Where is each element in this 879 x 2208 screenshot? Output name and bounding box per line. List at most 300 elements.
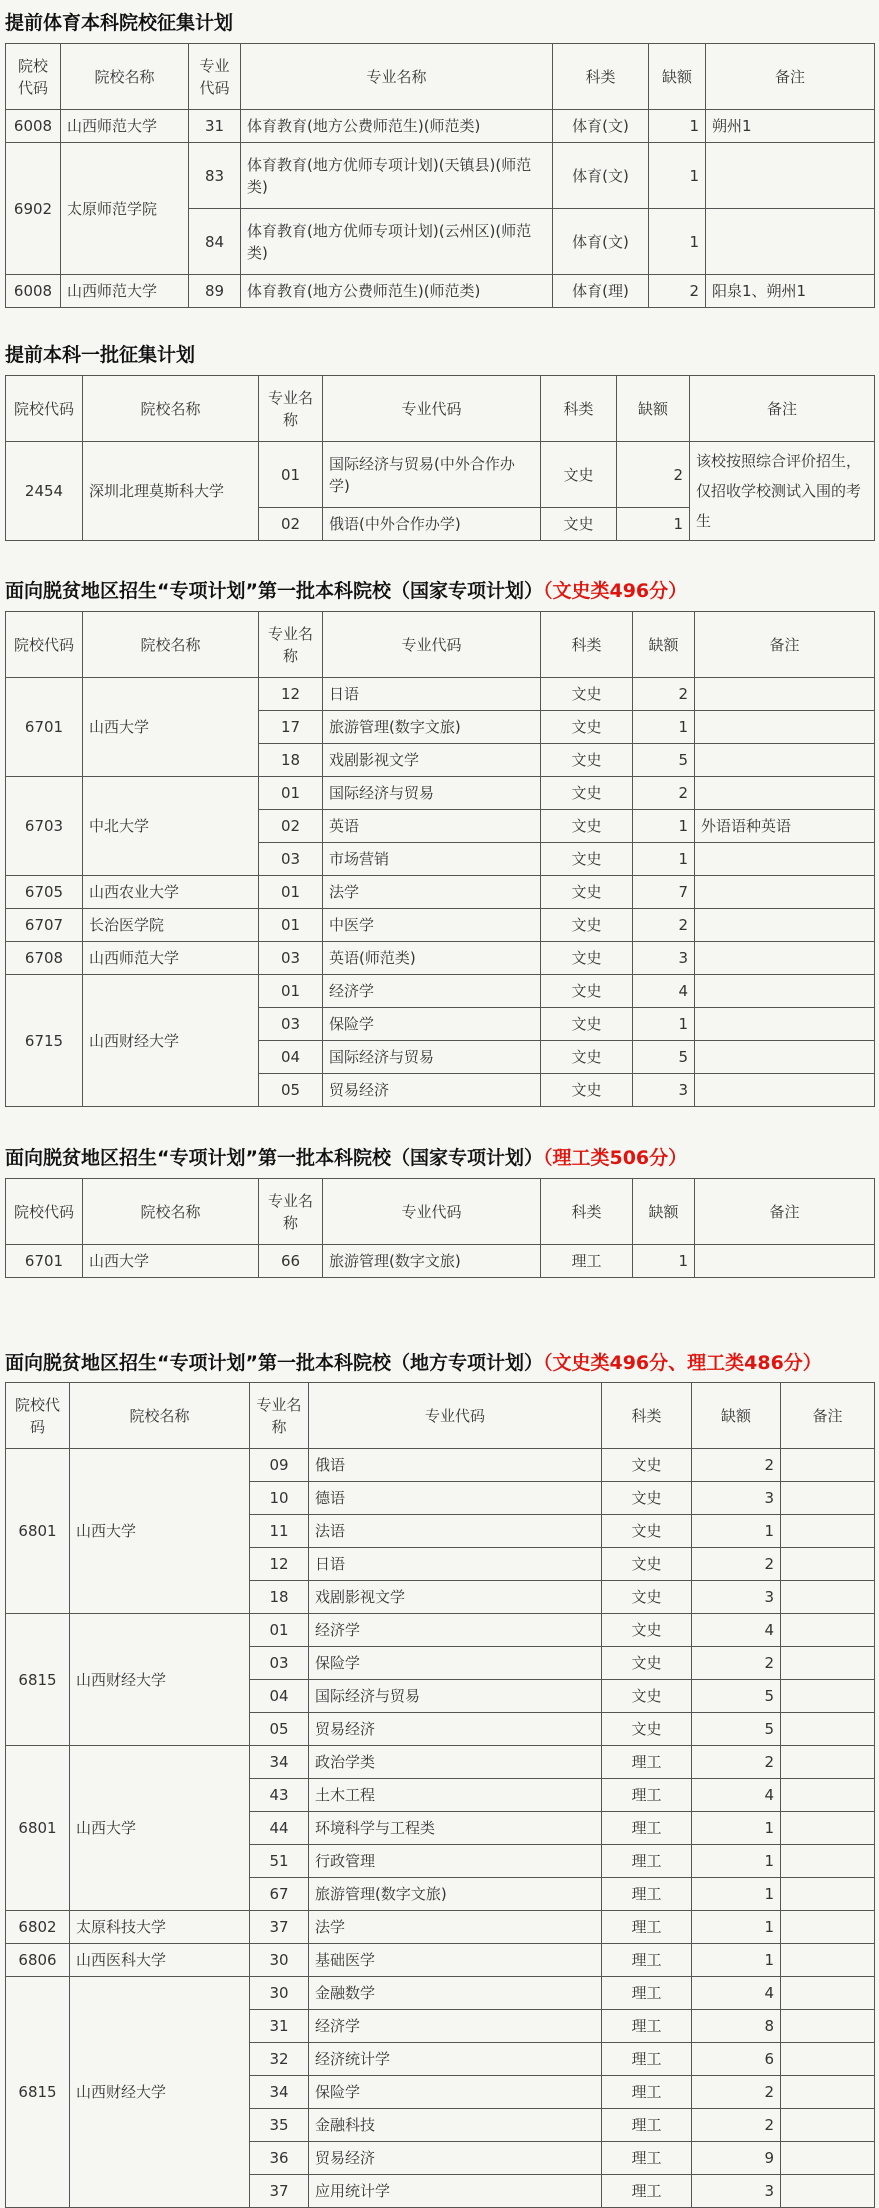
note xyxy=(695,909,875,942)
note xyxy=(781,2010,875,2043)
category: 文史 xyxy=(541,1008,633,1041)
note xyxy=(781,1614,875,1647)
category: 文史 xyxy=(541,810,633,843)
local-special-table xyxy=(5,1382,875,2208)
header-school-name: 院校名称 xyxy=(70,1383,250,1449)
major-name: 贸易经济 xyxy=(309,2142,602,2175)
major-code: 03 xyxy=(259,843,323,876)
school-code: 6801 xyxy=(6,1449,70,1614)
section-title xyxy=(5,576,874,606)
vacancy: 1 xyxy=(633,1008,695,1041)
title-score: （理工类506分） xyxy=(542,1147,688,1169)
category: 理工 xyxy=(602,1977,692,2010)
title-main: 面向脱贫地区招生“专项计划”第一批本科院校（国家专项计划） xyxy=(5,580,543,602)
table-row xyxy=(6,1977,875,2010)
major-code: 31 xyxy=(250,2010,309,2043)
table-header-row xyxy=(6,44,875,110)
major-name: 法学 xyxy=(323,876,541,909)
header-major-code: 专业代码 xyxy=(309,1383,602,1449)
table-row xyxy=(6,1944,875,1977)
category: 文史 xyxy=(602,1647,692,1680)
major-code: 32 xyxy=(250,2043,309,2076)
note xyxy=(781,1779,875,1812)
table-row xyxy=(6,975,875,1008)
note xyxy=(781,2109,875,2142)
vacancy: 1 xyxy=(633,711,695,744)
header-vacancy: 缺额 xyxy=(633,1179,695,1245)
table-row xyxy=(6,110,875,143)
school-name: 深圳北理莫斯科大学 xyxy=(83,442,259,541)
vacancy: 1 xyxy=(692,1944,781,1977)
note xyxy=(695,942,875,975)
major-name: 土木工程 xyxy=(309,1779,602,1812)
major-code: 43 xyxy=(250,1779,309,1812)
category: 文史 xyxy=(602,1515,692,1548)
school-name: 山西财经大学 xyxy=(70,1614,250,1746)
section-title xyxy=(5,1143,874,1173)
major-name: 英语 xyxy=(323,810,541,843)
category: 理工 xyxy=(602,2175,692,2208)
header-major-name: 专业名称 xyxy=(259,612,323,678)
vacancy: 2 xyxy=(649,275,706,308)
table-row xyxy=(6,1245,875,1278)
vacancy: 9 xyxy=(692,2142,781,2175)
note xyxy=(695,1074,875,1107)
major-code: 01 xyxy=(259,876,323,909)
school-code: 6008 xyxy=(6,110,61,143)
category: 文史 xyxy=(602,1680,692,1713)
vacancy: 1 xyxy=(633,1245,695,1278)
major-name: 法学 xyxy=(309,1911,602,1944)
header-note: 备注 xyxy=(695,1179,875,1245)
major-name: 俄语(中外合作办学) xyxy=(323,508,541,541)
major-code: 66 xyxy=(259,1245,323,1278)
major-code: 11 xyxy=(250,1515,309,1548)
note: 该校按照综合评价招生，仅招收学校测试入围的考生 xyxy=(690,442,875,541)
major-name: 经济学 xyxy=(309,2010,602,2043)
major-code: 10 xyxy=(250,1482,309,1515)
school-name: 山西大学 xyxy=(83,678,259,777)
major-code: 35 xyxy=(250,2109,309,2142)
school-name: 山西财经大学 xyxy=(70,1977,250,2208)
header-category: 科类 xyxy=(602,1383,692,1449)
major-name: 保险学 xyxy=(309,2076,602,2109)
category: 理工 xyxy=(602,1812,692,1845)
category: 文史 xyxy=(541,942,633,975)
vacancy: 3 xyxy=(633,1074,695,1107)
title-score: （文史类496分、理工类486分） xyxy=(542,1352,822,1374)
note xyxy=(781,1845,875,1878)
major-name: 贸易经济 xyxy=(323,1074,541,1107)
major-name: 应用统计学 xyxy=(309,2175,602,2208)
title-main: 面向脱贫地区招生“专项计划”第一批本科院校（地方专项计划） xyxy=(5,1352,543,1374)
vacancy: 7 xyxy=(633,876,695,909)
major-code: 04 xyxy=(259,1041,323,1074)
category: 理工 xyxy=(602,1911,692,1944)
header-note: 备注 xyxy=(690,376,875,442)
note xyxy=(695,744,875,777)
vacancy: 4 xyxy=(692,1614,781,1647)
note: 外语语种英语 xyxy=(695,810,875,843)
header-school-name: 院校名称 xyxy=(83,1179,259,1245)
category: 体育(理) xyxy=(553,275,649,308)
category: 文史 xyxy=(602,1449,692,1482)
vacancy: 4 xyxy=(692,1779,781,1812)
category: 文史 xyxy=(541,1074,633,1107)
header-school-code: 院校代码 xyxy=(6,1179,83,1245)
table-row xyxy=(6,942,875,975)
major-name: 经济统计学 xyxy=(309,2043,602,2076)
category: 文史 xyxy=(541,843,633,876)
school-name: 太原科技大学 xyxy=(70,1911,250,1944)
note xyxy=(781,1977,875,2010)
category: 文史 xyxy=(541,909,633,942)
vacancy: 1 xyxy=(692,1911,781,1944)
vacancy: 1 xyxy=(692,1812,781,1845)
vacancy: 3 xyxy=(633,942,695,975)
note xyxy=(781,1878,875,1911)
major-name: 戏剧影视文学 xyxy=(309,1581,602,1614)
note xyxy=(781,2142,875,2175)
title-main: 面向脱贫地区招生“专项计划”第一批本科院校（国家专项计划） xyxy=(5,1147,543,1169)
header-school-name: 院校名称 xyxy=(83,376,259,442)
vacancy: 5 xyxy=(633,744,695,777)
note xyxy=(781,1647,875,1680)
vacancy: 1 xyxy=(633,843,695,876)
school-code: 6705 xyxy=(6,876,83,909)
note xyxy=(781,2043,875,2076)
vacancy: 1 xyxy=(617,508,690,541)
note xyxy=(781,1515,875,1548)
major-code: 30 xyxy=(250,1977,309,2010)
note xyxy=(781,1548,875,1581)
category: 文史 xyxy=(541,777,633,810)
header-category: 科类 xyxy=(553,44,649,110)
major-code: 17 xyxy=(259,711,323,744)
category: 文史 xyxy=(602,1482,692,1515)
category: 文史 xyxy=(541,744,633,777)
sports-plan-table xyxy=(5,43,875,308)
header-school-code: 院校代码 xyxy=(6,612,83,678)
header-major-code: 专业代码 xyxy=(323,1179,541,1245)
national-special-arts-table xyxy=(5,611,875,1107)
major-code: 34 xyxy=(250,1746,309,1779)
header-category: 科类 xyxy=(541,1179,633,1245)
vacancy: 4 xyxy=(633,975,695,1008)
note: 朔州1 xyxy=(706,110,875,143)
vacancy: 2 xyxy=(633,777,695,810)
major-name: 经济学 xyxy=(309,1614,602,1647)
category: 文史 xyxy=(541,508,617,541)
major-name: 中医学 xyxy=(323,909,541,942)
major-code: 01 xyxy=(250,1614,309,1647)
vacancy: 2 xyxy=(692,1647,781,1680)
section-national-special-arts xyxy=(5,576,874,1107)
header-school-name: 院校名称 xyxy=(83,612,259,678)
category: 文史 xyxy=(541,1041,633,1074)
table-header-row xyxy=(6,612,875,678)
category: 理工 xyxy=(602,1944,692,1977)
category: 文史 xyxy=(541,711,633,744)
header-school-code: 院校代码 xyxy=(6,1383,70,1449)
major-name: 旅游管理(数字文旅) xyxy=(323,1245,541,1278)
vacancy: 2 xyxy=(633,678,695,711)
vacancy: 2 xyxy=(633,909,695,942)
note xyxy=(695,1008,875,1041)
note xyxy=(781,1482,875,1515)
school-code: 6801 xyxy=(6,1746,70,1911)
major-code: 18 xyxy=(250,1581,309,1614)
major-name: 英语(师范类) xyxy=(323,942,541,975)
note xyxy=(695,843,875,876)
vacancy: 3 xyxy=(692,1581,781,1614)
note xyxy=(706,209,875,275)
table-row xyxy=(6,1911,875,1944)
major-name: 保险学 xyxy=(309,1647,602,1680)
major-code: 36 xyxy=(250,2142,309,2175)
note xyxy=(695,777,875,810)
major-code: 01 xyxy=(259,975,323,1008)
major-name: 国际经济与贸易 xyxy=(323,777,541,810)
header-major-name: 专业名称 xyxy=(259,376,323,442)
category: 理工 xyxy=(602,2010,692,2043)
school-name: 山西大学 xyxy=(70,1449,250,1614)
note xyxy=(781,2175,875,2208)
note xyxy=(706,143,875,209)
section-sports-plan xyxy=(5,8,874,308)
major-name: 戏剧影视文学 xyxy=(323,744,541,777)
major-code: 67 xyxy=(250,1878,309,1911)
major-name: 体育教育(地方优师专项计划)(云州区)(师范类) xyxy=(241,209,553,275)
major-name: 旅游管理(数字文旅) xyxy=(323,711,541,744)
header-vacancy: 缺额 xyxy=(617,376,690,442)
major-code: 01 xyxy=(259,909,323,942)
category: 理工 xyxy=(602,1779,692,1812)
major-code: 30 xyxy=(250,1944,309,1977)
major-name: 体育教育(地方公费师范生)(师范类) xyxy=(241,275,553,308)
header-category: 科类 xyxy=(541,376,617,442)
vacancy: 1 xyxy=(649,209,706,275)
major-name: 国际经济与贸易 xyxy=(323,1041,541,1074)
major-code: 84 xyxy=(189,209,241,275)
category: 文史 xyxy=(602,1713,692,1746)
school-name: 长治医学院 xyxy=(83,909,259,942)
major-code: 05 xyxy=(259,1074,323,1107)
note xyxy=(781,1680,875,1713)
note xyxy=(781,1581,875,1614)
note xyxy=(781,2076,875,2109)
major-name: 经济学 xyxy=(323,975,541,1008)
table-header-row xyxy=(6,376,875,442)
major-code: 03 xyxy=(250,1647,309,1680)
vacancy: 2 xyxy=(692,2076,781,2109)
school-code: 6701 xyxy=(6,678,83,777)
title-score: （文史类496分） xyxy=(542,580,688,602)
school-name: 山西师范大学 xyxy=(61,275,189,308)
category: 理工 xyxy=(602,1746,692,1779)
section-national-special-science xyxy=(5,1143,874,1278)
header-vacancy: 缺额 xyxy=(633,612,695,678)
school-name: 山西大学 xyxy=(83,1245,259,1278)
category: 文史 xyxy=(541,678,633,711)
header-school-code: 院校代码 xyxy=(6,376,83,442)
note xyxy=(781,1449,875,1482)
major-name: 金融科技 xyxy=(309,2109,602,2142)
school-name: 山西农业大学 xyxy=(83,876,259,909)
table-row xyxy=(6,275,875,308)
vacancy: 5 xyxy=(633,1041,695,1074)
section-early-batch-plan xyxy=(5,340,874,541)
category: 文史 xyxy=(541,975,633,1008)
major-code: 44 xyxy=(250,1812,309,1845)
category: 理工 xyxy=(602,2109,692,2142)
major-code: 89 xyxy=(189,275,241,308)
school-name: 山西大学 xyxy=(70,1746,250,1911)
vacancy: 5 xyxy=(692,1680,781,1713)
major-name: 国际经济与贸易(中外合作办学) xyxy=(323,442,541,508)
major-name: 市场营销 xyxy=(323,843,541,876)
header-major-code: 专业代码 xyxy=(323,376,541,442)
school-name: 山西师范大学 xyxy=(83,942,259,975)
school-code: 6806 xyxy=(6,1944,70,1977)
header-note: 备注 xyxy=(781,1383,875,1449)
note xyxy=(695,711,875,744)
major-name: 俄语 xyxy=(309,1449,602,1482)
major-name: 政治学类 xyxy=(309,1746,602,1779)
vacancy: 1 xyxy=(692,1845,781,1878)
vacancy: 6 xyxy=(692,2043,781,2076)
major-name: 国际经济与贸易 xyxy=(309,1680,602,1713)
note xyxy=(781,1713,875,1746)
note xyxy=(781,1911,875,1944)
vacancy: 1 xyxy=(692,1878,781,1911)
vacancy: 1 xyxy=(649,143,706,209)
header-note: 备注 xyxy=(695,612,875,678)
table-row xyxy=(6,909,875,942)
category: 理工 xyxy=(541,1245,633,1278)
note xyxy=(695,1041,875,1074)
category: 理工 xyxy=(602,1845,692,1878)
school-code: 6902 xyxy=(6,143,61,275)
major-code: 12 xyxy=(250,1548,309,1581)
school-name: 山西财经大学 xyxy=(83,975,259,1107)
school-code: 6815 xyxy=(6,1977,70,2208)
vacancy: 3 xyxy=(692,1482,781,1515)
header-major-code: 专业代码 xyxy=(189,44,241,110)
early-batch-table xyxy=(5,375,875,541)
category: 文史 xyxy=(602,1614,692,1647)
note xyxy=(781,1746,875,1779)
vacancy: 5 xyxy=(692,1713,781,1746)
header-vacancy: 缺额 xyxy=(649,44,706,110)
major-name: 日语 xyxy=(309,1548,602,1581)
national-special-science-table xyxy=(5,1178,875,1278)
category: 理工 xyxy=(602,2076,692,2109)
table-row xyxy=(6,442,875,508)
table-row xyxy=(6,143,875,209)
major-name: 法语 xyxy=(309,1515,602,1548)
category: 体育(文) xyxy=(553,110,649,143)
note: 阳泉1、朔州1 xyxy=(706,275,875,308)
major-code: 04 xyxy=(250,1680,309,1713)
header-major-name: 专业名称 xyxy=(250,1383,309,1449)
header-note: 备注 xyxy=(706,44,875,110)
category: 体育(文) xyxy=(553,209,649,275)
school-code: 2454 xyxy=(6,442,83,541)
major-name: 德语 xyxy=(309,1482,602,1515)
vacancy: 1 xyxy=(649,110,706,143)
major-code: 12 xyxy=(259,678,323,711)
major-code: 01 xyxy=(259,442,323,508)
category: 文史 xyxy=(541,442,617,508)
vacancy: 3 xyxy=(692,2175,781,2208)
table-row xyxy=(6,876,875,909)
table-row xyxy=(6,777,875,810)
major-name: 体育教育(地方公费师范生)(师范类) xyxy=(241,110,553,143)
vacancy: 2 xyxy=(617,442,690,508)
note xyxy=(781,1944,875,1977)
note xyxy=(695,1245,875,1278)
major-code: 37 xyxy=(250,1911,309,1944)
header-major-name: 专业名称 xyxy=(259,1179,323,1245)
major-code: 05 xyxy=(250,1713,309,1746)
header-school-name: 院校名称 xyxy=(61,44,189,110)
major-code: 83 xyxy=(189,143,241,209)
school-code: 6703 xyxy=(6,777,83,876)
section-title xyxy=(5,1348,874,1378)
category: 文史 xyxy=(602,1548,692,1581)
category: 文史 xyxy=(602,1581,692,1614)
table-row xyxy=(6,678,875,711)
note xyxy=(695,678,875,711)
header-major-code: 专业代码 xyxy=(323,612,541,678)
table-header-row xyxy=(6,1383,875,1449)
major-code: 03 xyxy=(259,942,323,975)
header-category: 科类 xyxy=(541,612,633,678)
major-code: 18 xyxy=(259,744,323,777)
category: 理工 xyxy=(602,1878,692,1911)
table-row xyxy=(6,1746,875,1779)
vacancy: 1 xyxy=(633,810,695,843)
school-code: 6715 xyxy=(6,975,83,1107)
section-title: 提前本科一批征集计划 xyxy=(5,344,196,366)
vacancy: 1 xyxy=(692,1515,781,1548)
note xyxy=(695,876,875,909)
table-header-row xyxy=(6,1179,875,1245)
category: 文史 xyxy=(541,876,633,909)
major-code: 51 xyxy=(250,1845,309,1878)
major-name: 保险学 xyxy=(323,1008,541,1041)
major-code: 09 xyxy=(250,1449,309,1482)
major-name: 体育教育(地方优师专项计划)(天镇县)(师范类) xyxy=(241,143,553,209)
note xyxy=(695,975,875,1008)
major-name: 日语 xyxy=(323,678,541,711)
major-name: 金融数学 xyxy=(309,1977,602,2010)
school-code: 6707 xyxy=(6,909,83,942)
vacancy: 2 xyxy=(692,1746,781,1779)
vacancy: 2 xyxy=(692,1449,781,1482)
major-code: 37 xyxy=(250,2175,309,2208)
major-code: 03 xyxy=(259,1008,323,1041)
vacancy: 4 xyxy=(692,1977,781,2010)
table-row xyxy=(6,1614,875,1647)
header-major-name: 专业名称 xyxy=(241,44,553,110)
major-name: 行政管理 xyxy=(309,1845,602,1878)
major-code: 31 xyxy=(189,110,241,143)
school-code: 6815 xyxy=(6,1614,70,1746)
header-school-code: 院校代码 xyxy=(6,44,61,110)
category: 理工 xyxy=(602,2142,692,2175)
